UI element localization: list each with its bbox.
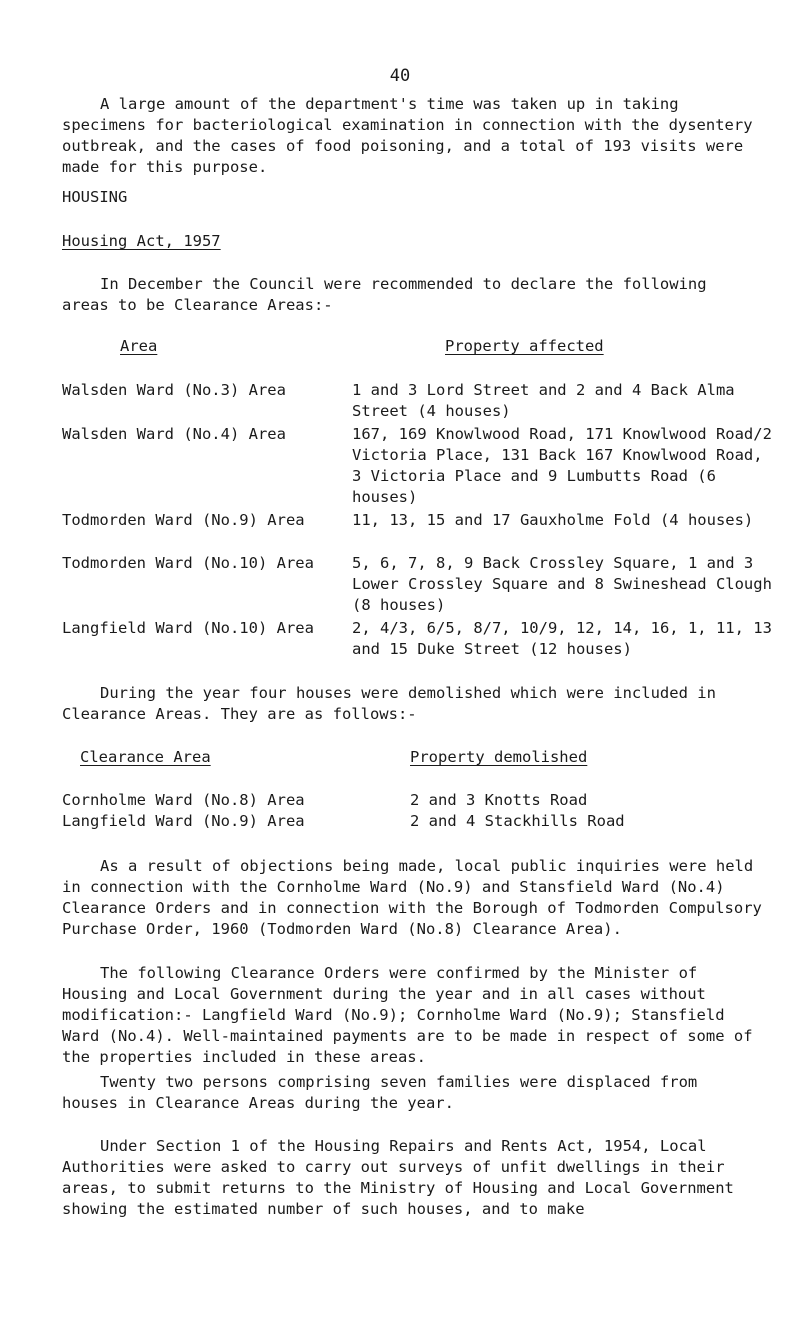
paragraph-specimens: A large amount of the department's time was taken up in taking specimens for bacteriological examination in connection with the dysentery outbreak, and the cases of food poisoning, and a total of 193 visits were made for this purpose. — [62, 95, 753, 176]
paragraph-section-1: Under Section 1 of the Housing Repairs and Rents Act, 1954, Local Authorities were asked to carry out surveys of unfit dwellings in their areas, to submit returns to the Ministry of Housing and Local Government showing the estimated number of such houses, and to make — [62, 1137, 734, 1218]
table2-row-property: 2 and 3 Knotts Road — [410, 791, 588, 809]
table2-header-area: Clearance Area — [80, 748, 211, 766]
table1-row-area: Langfield Ward (No.10) Area — [62, 619, 314, 637]
table1-header-property: Property affected — [445, 337, 604, 355]
table1-row-property: 2, 4/3, 6/5, 8/7, 10/9, 12, 14, 16, 1, 11, 13 and 15 Duke Street (12 houses) — [352, 619, 772, 658]
paragraph-demolished: During the year four houses were demolished which were included in Clearance Areas. They are as follows:- — [62, 684, 716, 723]
page-number: 40 — [389, 66, 411, 86]
table1-row-property: 11, 13, 15 and 17 Gauxholme Fold (4 houses) — [352, 511, 754, 529]
table1-row-property: 5, 6, 7, 8, 9 Back Crossley Square, 1 and 3 Lower Crossley Square and 8 Swineshead Clough (8 houses) — [352, 554, 772, 614]
table1-header-area: Area — [120, 337, 158, 355]
table2-row-area: Langfield Ward (No.9) Area — [62, 812, 305, 830]
section-heading-housing: HOUSING — [62, 188, 128, 206]
table2-header-property: Property demolished — [410, 748, 588, 766]
paragraph-inquiries: As a result of objections being made, local public inquiries were held in connection with the Cornholme Ward (No.9) and Stansfield Ward (No.4) Clearance Orders and in connection with the Borough of Todmorden Compulsory Purchase Order, 1960 (Todmorden Ward (No.8) Clearance Area). — [62, 857, 762, 938]
table1-row-property: 167, 169 Knowlwood Road, 171 Knowlwood Road/2 Victoria Place, 131 Back 167 Knowlwood Road, 3 Victoria Place and 9 Lumbutts Road (6 houses) — [352, 425, 772, 506]
table1-row-area: Walsden Ward (No.4) Area — [62, 425, 286, 443]
paragraph-confirmed-orders: The following Clearance Orders were confirmed by the Minister of Housing and Local Government during the year and in all cases without modification:- Langfield Ward (No.9); Cornholme Ward (No.9); Stansfield Ward (No.4). Well-maintained payments are to be made in respect of some of the properties included in these areas. — [62, 964, 753, 1066]
subheading-housing-act: Housing Act, 1957 — [62, 232, 221, 250]
table1-row-area: Todmorden Ward (No.9) Area — [62, 511, 305, 529]
table1-row-area: Walsden Ward (No.3) Area — [62, 381, 286, 399]
table1-row-area: Todmorden Ward (No.10) Area — [62, 554, 314, 572]
table2-row-property: 2 and 4 Stackhills Road — [410, 812, 625, 830]
table1-row-property: 1 and 3 Lord Street and 2 and 4 Back Alma Street (4 houses) — [352, 381, 735, 420]
paragraph-displaced: Twenty two persons comprising seven families were displaced from houses in Clearance Areas during the year. — [62, 1073, 698, 1112]
paragraph-clearance-recommendation: In December the Council were recommended to declare the following areas to be Clearance Areas:- — [62, 275, 707, 314]
table2-row-area: Cornholme Ward (No.8) Area — [62, 791, 305, 809]
